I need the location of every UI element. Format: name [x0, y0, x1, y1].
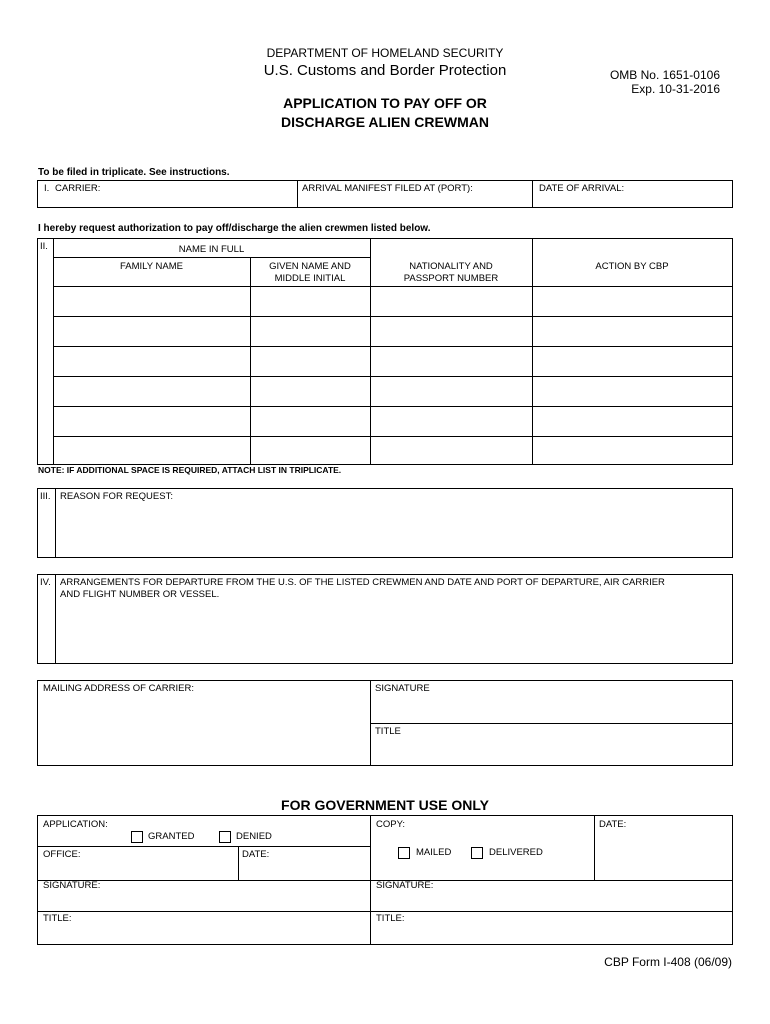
given-name-header-line2: MIDDLE INITIAL — [274, 273, 346, 284]
form-title-line2: DISCHARGE ALIEN CREWMAN — [281, 114, 489, 130]
gov-date-label-right: DATE: — [599, 819, 627, 830]
section-4-roman: IV. — [40, 577, 51, 588]
section-1-roman: I. — [44, 183, 50, 194]
granted-checkbox[interactable] — [131, 831, 143, 843]
gov-date-field-mid[interactable] — [241, 862, 368, 879]
office-label: OFFICE: — [43, 849, 81, 860]
signature-label: SIGNATURE — [375, 683, 430, 694]
gov-signature-label-left: SIGNATURE: — [43, 880, 101, 891]
department-name: DEPARTMENT OF HOMELAND SECURITY — [266, 46, 504, 60]
section-2-roman: II. — [40, 241, 48, 252]
additional-space-note: NOTE: IF ADDITIONAL SPACE IS REQUIRED, ATTACH LIST IN TRIPLICATE. — [38, 465, 342, 475]
omb-number: OMB No. 1651-0106 — [609, 68, 720, 82]
table-row[interactable] — [54, 437, 732, 464]
signature-field[interactable] — [373, 697, 731, 722]
nationality-header-line1: NATIONALITY AND — [409, 261, 493, 272]
form-title-line1: APPLICATION TO PAY OFF OR — [283, 95, 487, 111]
title-label: TITLE — [375, 726, 401, 737]
manifest-port-field[interactable] — [300, 195, 530, 207]
granted-label: GRANTED — [148, 831, 195, 842]
mailing-address-field[interactable] — [40, 697, 368, 765]
carrier-field[interactable] — [55, 195, 295, 207]
given-name-header-line1: GIVEN NAME AND — [269, 261, 351, 272]
office-field[interactable] — [40, 862, 236, 879]
delivered-checkbox[interactable] — [471, 847, 483, 859]
application-label: APPLICATION: — [43, 819, 108, 830]
arrangements-field[interactable] — [56, 603, 732, 663]
mailing-address-label: MAILING ADDRESS OF CARRIER: — [43, 683, 194, 694]
action-by-cbp-header: ACTION BY CBP — [595, 261, 669, 272]
agency-name: U.S. Customs and Border Protection — [263, 62, 507, 79]
copy-label: COPY: — [376, 819, 406, 830]
denied-label: DENIED — [236, 831, 272, 842]
gov-title-field-left[interactable] — [40, 926, 368, 944]
table-row[interactable] — [54, 377, 732, 406]
title-field[interactable] — [373, 740, 731, 765]
mailed-label: MAILED — [416, 847, 452, 858]
denied-checkbox[interactable] — [219, 831, 231, 843]
family-name-header: FAMILY NAME — [120, 261, 183, 272]
gov-date-label-mid: DATE: — [242, 849, 270, 860]
carrier-label: CARRIER: — [55, 183, 101, 194]
manifest-port-label: ARRIVAL MANIFEST FILED AT (PORT): — [302, 183, 473, 194]
date-of-arrival-label: DATE OF ARRIVAL: — [539, 183, 625, 194]
form-number: CBP Form I-408 (06/09) — [604, 955, 732, 969]
mailed-checkbox[interactable] — [398, 847, 410, 859]
government-use-heading: FOR GOVERNMENT USE ONLY — [281, 797, 489, 813]
nationality-header-line2: PASSPORT NUMBER — [403, 273, 499, 284]
delivered-label: DELIVERED — [489, 847, 543, 858]
gov-signature-field-left[interactable] — [40, 893, 368, 910]
reason-field[interactable] — [56, 505, 732, 557]
gov-signature-field-right[interactable] — [373, 893, 731, 910]
gov-title-label-right: TITLE: — [376, 913, 405, 924]
table-row[interactable] — [54, 287, 732, 316]
table-row[interactable] — [54, 347, 732, 376]
table-row[interactable] — [54, 407, 732, 436]
arrangements-label-line2: AND FLIGHT NUMBER OR VESSEL. — [60, 589, 220, 600]
name-in-full-header: NAME IN FULL — [178, 244, 245, 255]
triplicate-instruction: To be filed in triplicate. See instructions. — [38, 167, 230, 178]
gov-signature-label-right: SIGNATURE: — [376, 880, 434, 891]
reason-label: REASON FOR REQUEST: — [60, 491, 173, 502]
request-statement: I hereby request authorization to pay off/discharge the alien crewmen listed below. — [38, 223, 431, 234]
date-of-arrival-field[interactable] — [535, 195, 731, 207]
gov-title-field-right[interactable] — [373, 926, 731, 944]
gov-date-field-right[interactable] — [597, 832, 731, 878]
arrangements-label-line1: ARRANGEMENTS FOR DEPARTURE FROM THE U.S. OF THE LISTED CREWMEN AND DATE AND PORT OF DEPARTURE, AIR CARRIER — [60, 577, 665, 588]
expiration-date: Exp. 10-31-2016 — [631, 82, 720, 96]
section-3-roman: III. — [40, 491, 51, 502]
table-row[interactable] — [54, 317, 732, 346]
gov-title-label-left: TITLE: — [43, 913, 72, 924]
